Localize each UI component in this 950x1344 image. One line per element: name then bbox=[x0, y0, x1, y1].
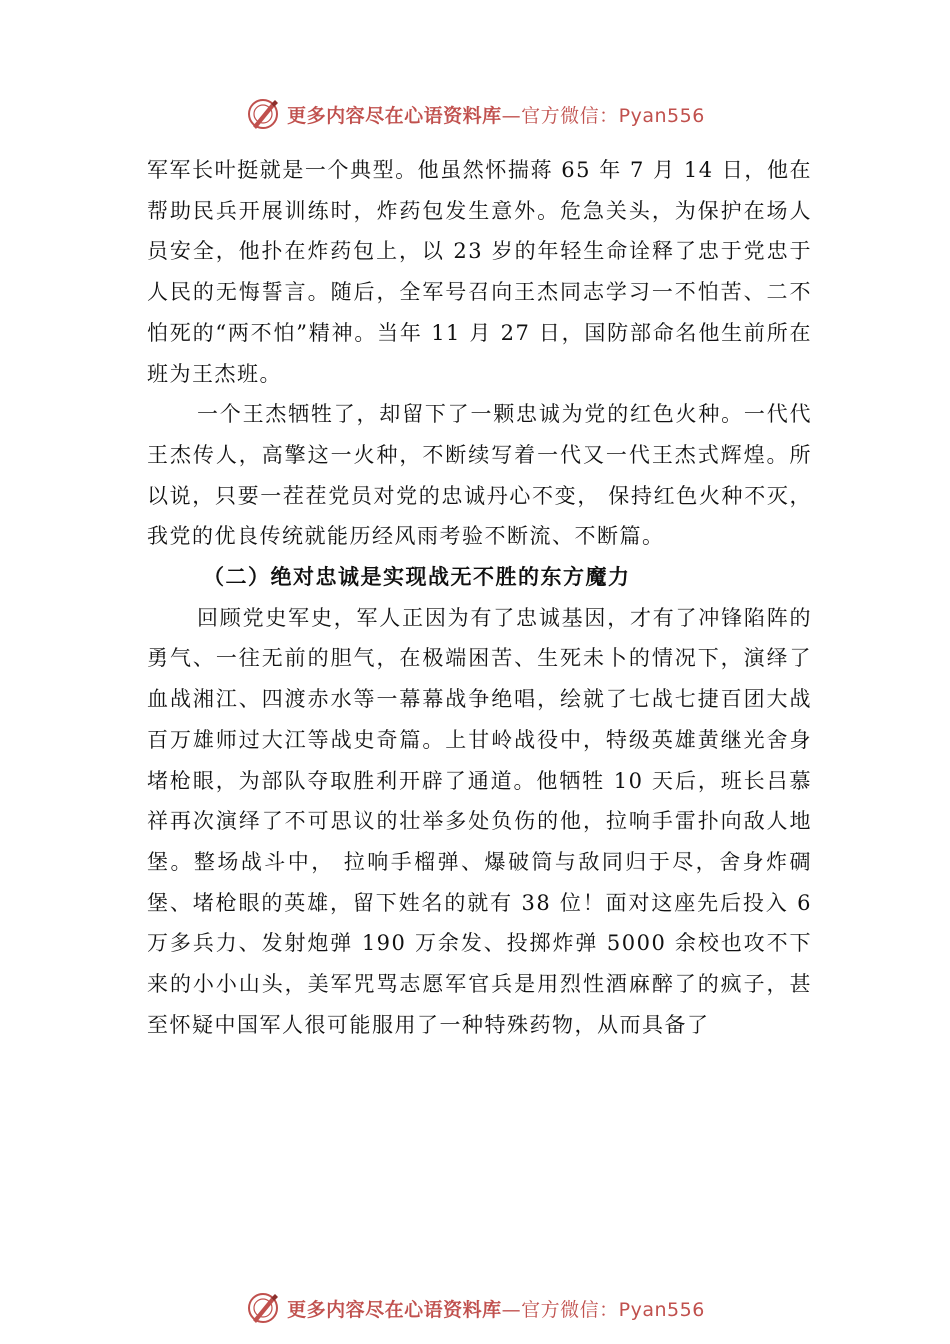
footer-sub-text: —官方微信：Pyan556 bbox=[501, 1298, 705, 1321]
header-main-text: 更多内容尽在心语资料库 bbox=[287, 104, 502, 127]
document-body bbox=[147, 150, 812, 1045]
paragraph-2: 一个王杰牺牲了，却留下了一颗忠诚为党的红色火种。一代代王杰传人，高擎这一火种，不断续写着一代又一代王杰式辉煌。所以说，只要一茬茬党员对党的忠诚丹心不变， 保持红色火种不灭，我党的优良传统就能历经风雨考验不断流、不断篇。 bbox=[147, 402, 812, 549]
paragraph-3: 回顾党史军史，军人正因为有了忠诚基因，才有了冲锋陷阵的勇气、一往无前的胆气，在极端困苦、生死未卜的情况下，演绎了血战湘江、四渡赤水等一幕幕战争绝唱，绘就了七战七捷百团大战百万雄师过大江等战史奇篇。上甘岭战役中，特级英雄黄继光舍身堵枪眼，为部队夺取胜利开辟了通道。他牺牲 10 天后，班长吕慕祥再次演绎了不可思议的壮举多处负伤的他，拉响手雷扑向敌人地堡。整场战斗中， 拉响手榴弹、爆破筒与敌同归于尽，舍身炸碉堡、堵枪眼的英雄，留下姓名的就有 38 位！面对这座先后投入 6 万多兵力、发射炮弹 190 万余发、投掷炸弹 5000 余校也攻不下来的小小山头，美军咒骂志愿军官兵是用烈性酒麻醉了的疯子，甚至怀疑中国军人很可能服用了一种特殊药物，从而具备了 bbox=[147, 605, 812, 1037]
paragraph-1: 军军长叶挺就是一个典型。他虽然怀揣蒋 65 年 7 月 14 日，他在帮助民兵开展训练时，炸药包发生意外。危急关头，为保护在场人员安全，他扑在炸药包上，以 23 岁的年轻生命诠释了忠于党忠于人民的无悔誓言。随后，全军号召向王杰同志学习一不怕苦、二不怕死的“两不怕”精神。当年 11 月 27 日，国防部命名他生前所在班为王杰班。 bbox=[147, 158, 812, 386]
footer-main-text: 更多内容尽在心语资料库 bbox=[287, 1298, 502, 1321]
pen-logo-icon bbox=[245, 96, 281, 132]
footer-banner bbox=[0, 1288, 950, 1328]
section-heading: （二）绝对忠诚是实现战无不胜的东方魔力 bbox=[203, 564, 631, 590]
header-banner bbox=[0, 94, 950, 134]
header-sub-text: —官方微信：Pyan556 bbox=[501, 104, 705, 127]
pen-logo-icon bbox=[245, 1290, 281, 1326]
